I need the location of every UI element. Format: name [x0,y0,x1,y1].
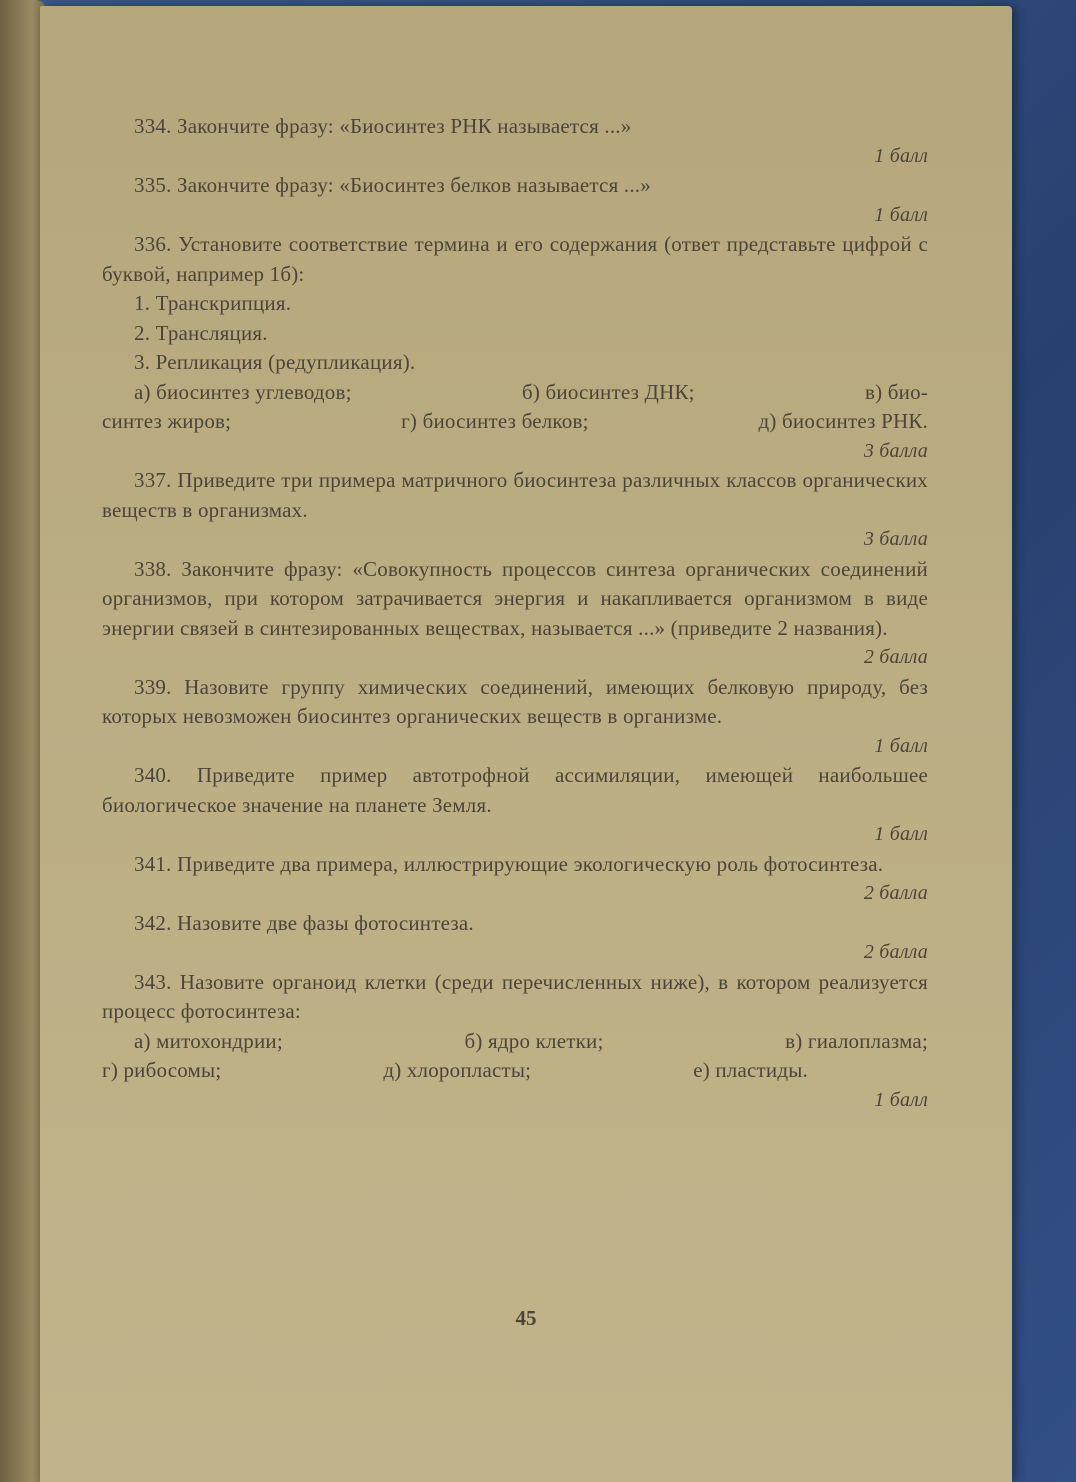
question-text: 340. Приведите пример автотрофной ассимиляции, имеющей наибольшее биологическое значение на планете Земля. [102,763,928,817]
question-points: 2 балла [863,882,928,904]
page-text [102,112,928,1115]
option-item: в) гиалоплазма; [785,1028,928,1053]
question-text: 335. Закончите фразу: «Биосинтез белков называется ...» [134,173,651,197]
question-342 [102,909,928,968]
options-row [102,1027,928,1057]
option-item: б) ядро клетки; [464,1028,604,1053]
question-text: 341. Приведите два примера, иллюстрирующие экологическую роль фотосинтеза. [134,851,884,876]
page-number: 45 [515,1306,537,1330]
option-item: д) биосинтез РНК. [758,409,928,433]
question-338 [102,555,928,673]
option-item: б) биосинтез ДНК; [521,379,695,404]
question-points: 3 балла [863,439,928,462]
question-points: 1 балл [874,144,928,167]
option-item: а) митохондрии; [134,1028,283,1053]
question-339 [102,673,928,762]
question-text: 338. Закончите фразу: «Совокупность процессов синтеза органических соединений организмов, при котором затрачивается энергия и накапливается организмом в виде энергии связей в синтезированных веществах, называется ...» (приведите 2 названия). [102,556,928,640]
question-text: 339. Назовите группу химических соединений, имеющих белковую природу, без которых невозможен биосинтез органических веществ в организме. [102,674,928,728]
term-item: 2. Трансляция. [134,320,268,345]
question-text: 334. Закончите фразу: «Биосинтез РНК называется ...» [134,114,632,138]
term-item: 3. Репликация (редупликация). [134,350,416,374]
question-340 [102,761,928,850]
options-row [102,378,928,408]
option-item: д) хлоропласты; [383,1058,532,1082]
question-335 [102,171,928,230]
question-text: 342. Назовите две фазы фотосинтеза. [134,910,474,935]
question-343 [102,968,928,1116]
question-points: 1 балл [874,1088,928,1111]
option-item: в) био- [865,379,928,404]
term-item: 1. Транскрипция. [134,291,292,315]
question-341 [102,850,928,909]
option-item: е) пластиды. [693,1058,808,1082]
question-336 [102,230,928,466]
options-row [102,1056,928,1086]
question-points: 1 балл [874,823,928,845]
question-337 [102,466,928,555]
option-item: г) рибосомы; [102,1058,222,1082]
question-text: 343. Назовите органоид клетки (среди перечисленных ниже), в котором реализуется процесс фотосинтеза: [102,969,928,1023]
question-points: 1 балл [874,734,928,757]
book-page [40,6,1012,1482]
question-points: 3 балла [863,528,928,550]
option-item: г) биосинтез белков; [401,409,589,433]
option-item: синтез жиров; [102,409,232,433]
options-row [102,407,928,437]
question-points: 2 балла [863,941,928,963]
question-text: 336. Установите соответствие термина и его содержания (ответ представьте цифрой с буквой, например 1б): [102,232,928,286]
question-points: 1 балл [874,203,928,226]
question-text: 337. Приведите три примера матричного биосинтеза различных классов органических веществ в организмах. [102,468,928,522]
question-points: 2 балла [863,646,928,668]
option-item: а) биосинтез углеводов; [134,379,352,404]
question-334 [102,112,928,171]
